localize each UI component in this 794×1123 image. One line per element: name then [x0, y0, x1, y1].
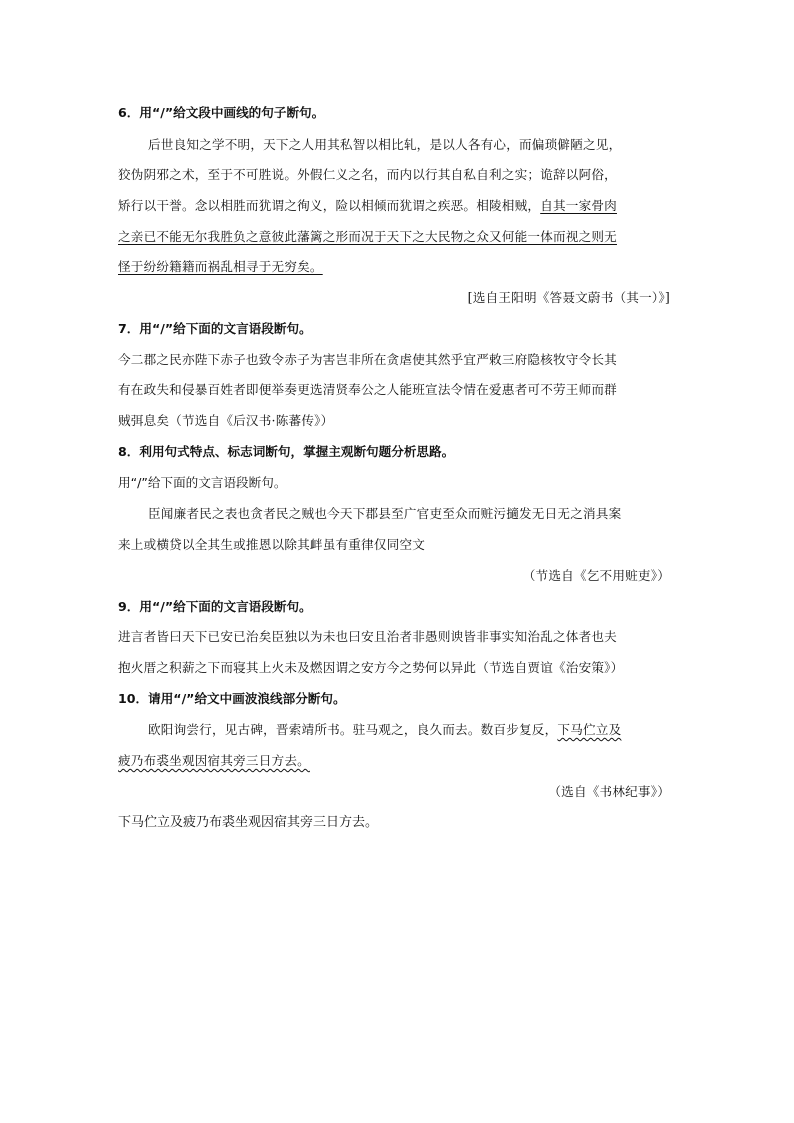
q6-line-2: 狡伪阴邪之术，至于不可胜说。外假仁义之名，而内以行其自私自利之实；诡辞以阿俗， — [118, 167, 617, 182]
q6-heading: 6．用“/”给文段中画线的句子断句。 — [118, 105, 325, 120]
q6-line-4-underlined: 之亲已不能无尔我胜负之意彼此藩篱之形而况于天下之大民物之众又何能一体而视之则无 — [118, 229, 617, 244]
q10-line-1 — [148, 721, 700, 739]
q7-heading: 7．用“/”给下面的文言语段断句。 — [118, 321, 312, 336]
q9-line-1: 进言者皆曰天下已安已治矣臣独以为未也曰安且治者非愚则谀皆非事实知治乱之体者也夫 — [118, 629, 617, 644]
q8-source: （节选自《乞不用赃吏》） — [522, 568, 670, 583]
q8-line-2: 来上或横贷以全其生或推恩以除其衅虽有重律仅同空文 — [118, 537, 426, 552]
q10-line-1-wavy: 下马伫立及 — [557, 722, 622, 737]
q10-heading: 10．请用“/”给文中画波浪线部分断句。 — [118, 691, 346, 706]
q8-line-1: 臣闻廉者民之表也贪者民之贼也今天下郡县至广官吏至众而赃污擿发无日无之消具案 — [148, 506, 622, 521]
q6-line-5-underlined: 怪于纷纷籍籍而祸乱相寻于无穷矣。 — [118, 259, 323, 274]
q6-line-3-plain: 矫行以干誉。念以相胜而犹谓之徇义，险以相倾而犹谓之疾恶。相陵相贼， — [118, 198, 541, 213]
q7-line-3: 贼弭息矣（节选自《后汉书·陈蕃传》） — [118, 413, 334, 428]
q6-line-3-underlined: 自其一家骨肉 — [540, 198, 617, 213]
q7-line-2: 有在政失和侵暴百姓者即便举奏更选清贤奉公之人能班宣法令情在爱惠者可不劳王师而群 — [118, 382, 617, 397]
q7-line-1: 今二郡之民亦陛下赤子也致令赤子为害岂非所在贪虐使其然乎宜严敕三府隐核牧守令长其 — [118, 352, 617, 367]
q8-subheading: 用“/”给下面的文言语段断句。 — [118, 475, 287, 490]
q10-line-2-wavy: 疲乃布裘坐观因宿其旁三日方去。 — [118, 753, 310, 768]
q6-line-1: 后世良知之学不明，天下之人用其私智以相比轧，是以人各有心，而偏琐僻陋之见， — [148, 137, 622, 152]
q8-heading: 8．利用句式特点、标志词断句，掌握主观断句题分析思路。 — [118, 444, 455, 459]
q6-line-3 — [118, 197, 670, 215]
q9-heading: 9．用“/”给下面的文言语段断句。 — [118, 599, 312, 614]
q10-source: （选自《书林纪事》） — [548, 784, 670, 799]
q6-source: [选自王阳明《答聂文蔚书（其一）》] — [467, 290, 670, 305]
q10-line-1-plain: 欧阳询尝行，见古碑，晋索靖所书。驻马观之，良久而去。数百步复反， — [148, 722, 558, 737]
q10-answer: 下马伫立及疲乃布裘坐观因宿其旁三日方去。 — [118, 815, 379, 830]
q9-line-2: 抱火厝之积薪之下而寝其上火未及燃因谓之安方今之势何以异此（节选自贾谊《治安策》） — [118, 660, 624, 675]
